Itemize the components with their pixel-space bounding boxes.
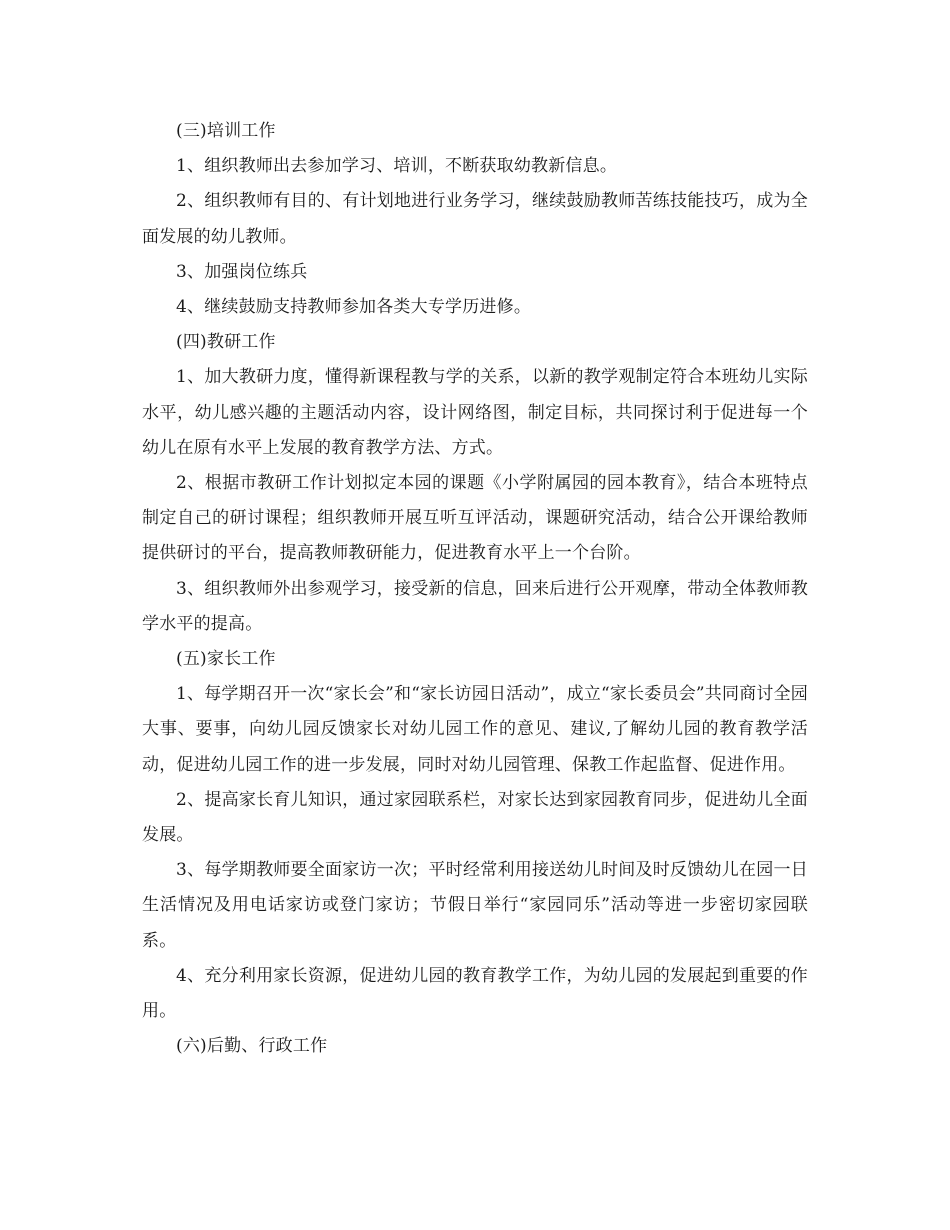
section-heading-research: (四)教研工作 <box>176 332 276 353</box>
paragraph: 2、提高家长育儿知识，通过家园联系栏，对家长达到家园教育同步，促进幼儿全面发展。 <box>142 789 808 846</box>
paragraph: 1、组织教师出去参加学习、培训，不断获取幼教新信息。 <box>176 156 618 177</box>
document-body <box>142 114 808 1064</box>
paragraph: 1、加大教研力度，懂得新课程教与学的关系，以新的教学观制定符合本班幼儿实际水平，幼儿感兴趣的主题活动内容，设计网络图，制定目标，共同探讨利于促进每一个幼儿在原有水平上发展的教育教学方法、方式。 <box>142 367 808 458</box>
paragraph: 2、根据市教研工作计划拟定本园的课题《小学附属园的园本教育》，结合本班特点制定自己的研讨课程；组织教师开展互听互评活动，课题研究活动，结合公开课给教师提供研讨的平台，提高教师教研能力，促进教育水平上一个台阶。 <box>142 473 808 564</box>
paragraph: 4、继续鼓励支持教师参加各类大专学历进修。 <box>176 297 532 318</box>
section-heading-parents: (五)家长工作 <box>176 649 276 670</box>
section-heading-training: (三)培训工作 <box>176 121 276 141</box>
paragraph: 3、组织教师外出参观学习，接受新的信息，回来后进行公开观摩，带动全体教师教学水平的提高。 <box>142 578 808 634</box>
paragraph: 3、加强岗位练兵 <box>176 261 308 282</box>
paragraph: 2、组织教师有目的、有计划地进行业务学习，继续鼓励教师苦练技能技巧，成为全面发展的幼儿教师。 <box>142 191 808 247</box>
paragraph: 4、充分利用家长资源，促进幼儿园的教育教学工作，为幼儿园的发展起到重要的作用。 <box>142 965 808 1022</box>
section-heading-logistics: (六)后勤、行政工作 <box>176 1036 328 1057</box>
paragraph: 1、每学期召开一次“家长会”和“家长访园日活动”，成立“家长委员会”共同商讨全园大事、要事，向幼儿园反馈家长对幼儿园工作的意见、建议,了解幼儿园的教育教学活动，促进幼儿园工作的进一步发展，同时对幼儿园管理、保教工作起监督、促进作用。 <box>142 684 808 775</box>
paragraph: 3、每学期教师要全面家访一次；平时经常利用接送幼儿时间及时反馈幼儿在园一日生活情况及用电话家访或登门家访；节假日举行“家园同乐”活动等进一步密切家园联系。 <box>142 860 808 951</box>
